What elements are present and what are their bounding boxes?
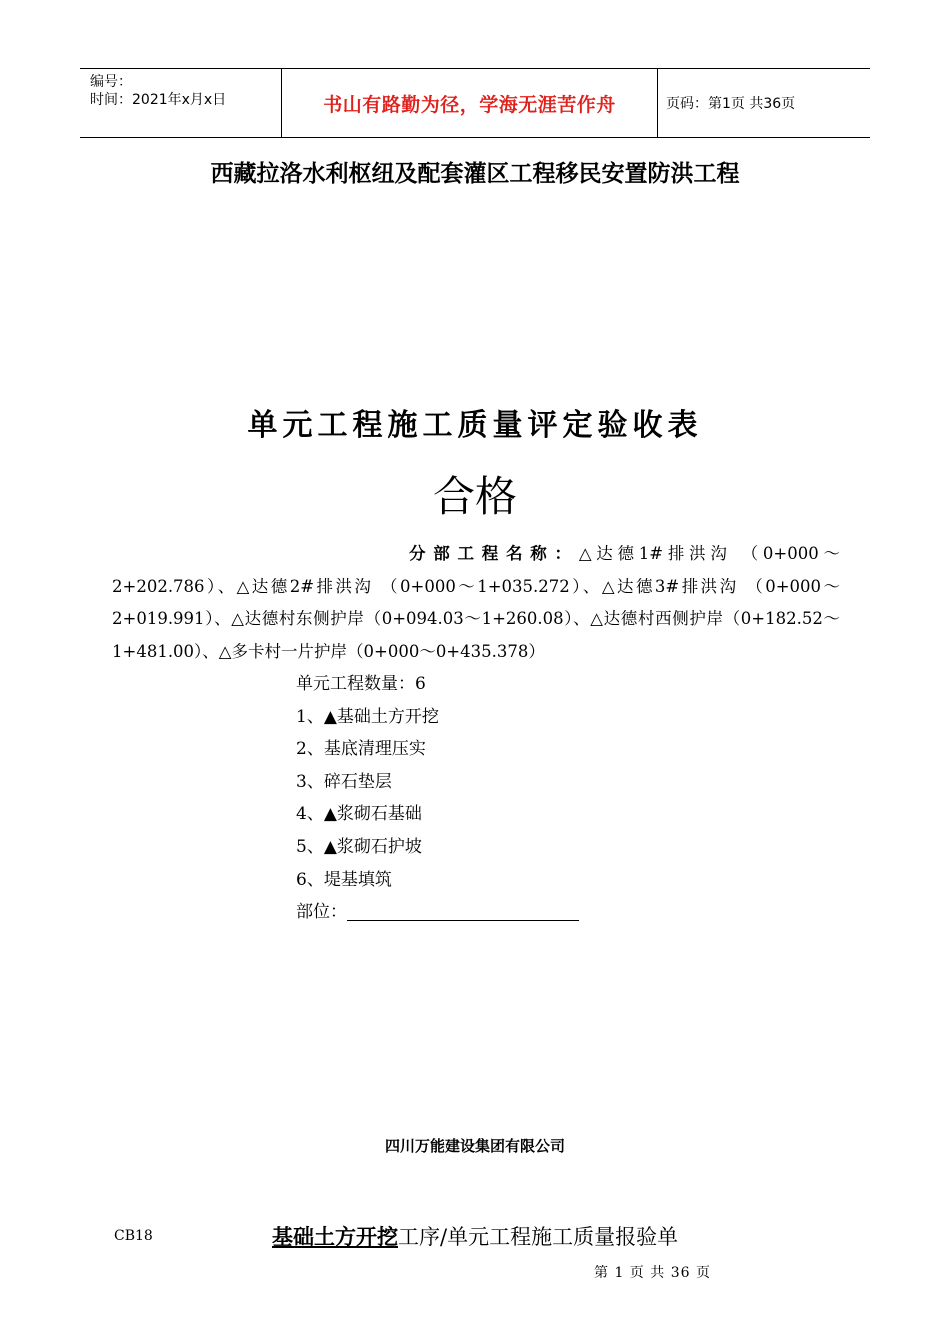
list-item: 1、▲基础土方开挖 bbox=[296, 706, 439, 727]
form-title-underlined: 基础土方开挖 bbox=[272, 1225, 398, 1249]
list-item: 2、基底清理压实 bbox=[296, 739, 426, 760]
date-label: 时间：2021年x月x日 bbox=[90, 92, 227, 108]
page-info: 页码：第1页 共36页 bbox=[666, 96, 796, 112]
document-title: 单元工程施工质量评定验收表 bbox=[247, 408, 703, 443]
location-blank-line bbox=[347, 900, 579, 921]
document-header bbox=[80, 68, 870, 138]
form-title bbox=[272, 1221, 678, 1251]
sub-project-value: △达德1#排洪沟 （0+000～2+202.786）、△达德2#排洪沟 （0+000～1+035.272）、△达德3#排洪沟 （0+000～2+019.991）、△达德村东侧护岸（0+094.03～1+260.08）、△达德村西侧护岸（0+182.52～1+481.00）、△多卡村一片护岸（0+000～0+435.378） bbox=[112, 544, 841, 661]
list-item: 6、堤基填筑 bbox=[296, 869, 392, 890]
location-label: 部位： bbox=[296, 902, 347, 923]
unit-count: 单元工程数量：6 bbox=[296, 674, 426, 694]
page-footer: 第 1 页 共 36 页 bbox=[594, 1265, 711, 1281]
list-item: 4、▲浆砌石基础 bbox=[296, 804, 422, 825]
header-left-cell bbox=[80, 69, 281, 137]
sub-project-label: 分部工程名称： bbox=[409, 544, 579, 563]
sub-project-paragraph bbox=[112, 538, 840, 668]
list-item: 3、碎石垫层 bbox=[296, 771, 392, 792]
company-name: 四川万能建设集团有限公司 bbox=[384, 1137, 565, 1155]
code-label: 编号： bbox=[90, 74, 132, 90]
unit-list bbox=[296, 668, 579, 929]
form-title-rest: 工序/单元工程施工质量报验单 bbox=[398, 1225, 679, 1249]
motto-text: 书山有路勤为径，学海无涯苦作舟 bbox=[323, 93, 616, 116]
result-text: 合格 bbox=[432, 472, 517, 521]
header-center-cell bbox=[281, 69, 658, 137]
location-row bbox=[296, 896, 579, 929]
list-item: 5、▲浆砌石护坡 bbox=[296, 836, 422, 857]
project-title: 西藏拉洛水利枢纽及配套灌区工程移民安置防洪工程 bbox=[210, 160, 740, 187]
header-right-cell bbox=[658, 69, 870, 137]
form-code: CB18 bbox=[114, 1228, 153, 1244]
